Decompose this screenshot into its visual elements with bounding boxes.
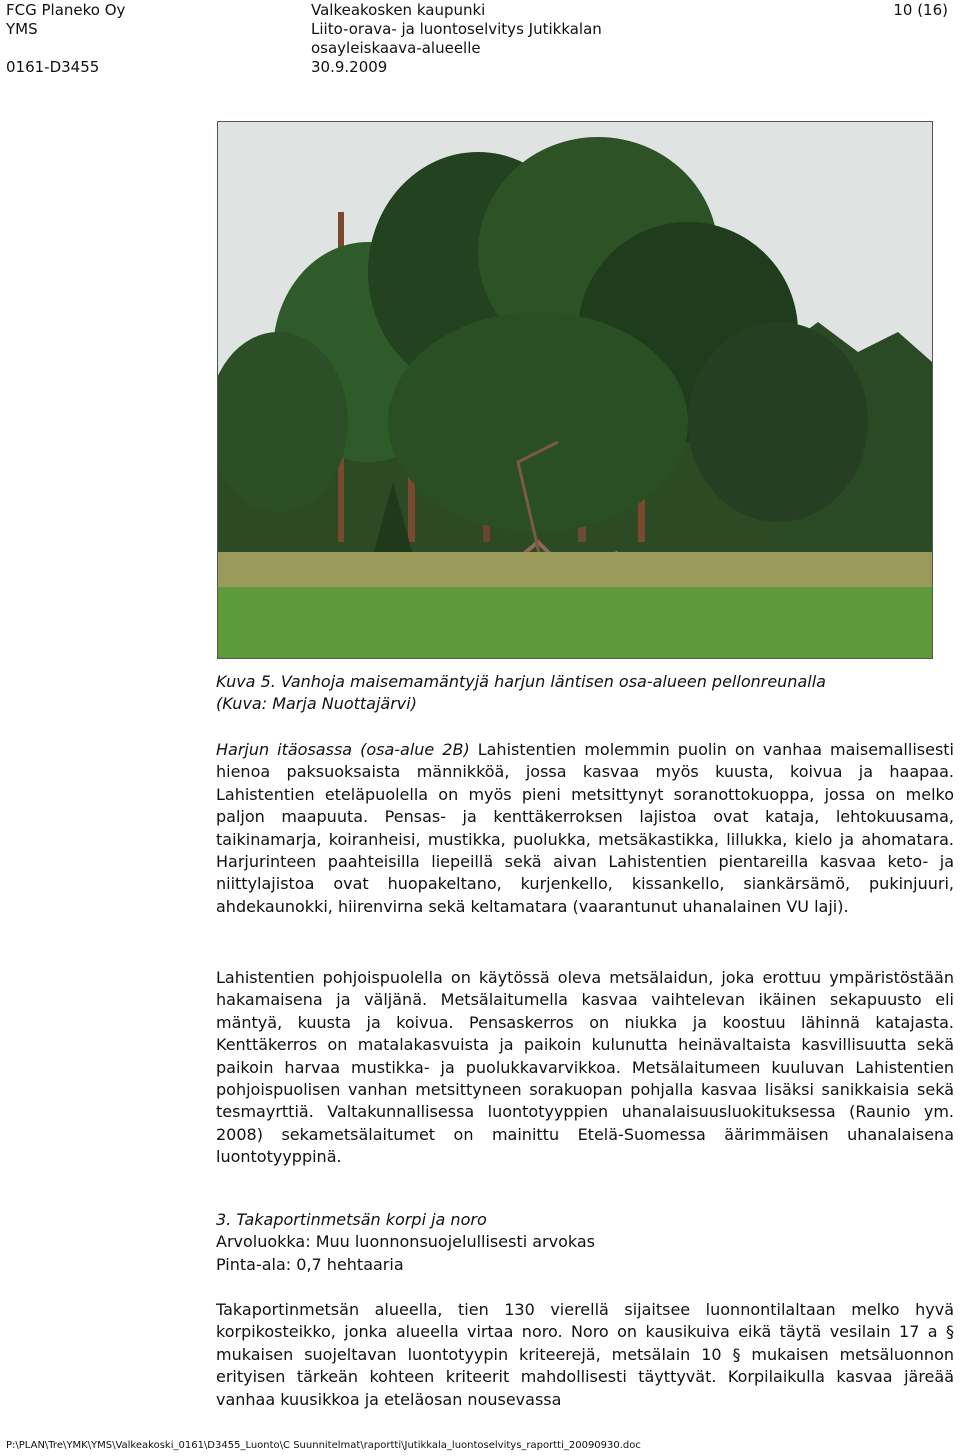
page-number: 10 (16) (893, 1, 948, 19)
page-header (0, 0, 960, 80)
paragraph-takaportinmetsa (216, 1299, 954, 1411)
caption-line1: Kuva 5. Vanhoja maisemamäntyjä harjun läntisen osa-alueen pellonreunalla (216, 672, 826, 691)
paragraph2-text: Lahistentien pohjoispuolella on käytössä oleva metsälaidun, joka erottuu ympäristöstään hakamaisena ja väljänä. Metsälaitumella kasvaa vaihtelevan ikäinen sekapuusto eli mäntyä, kuusta ja koivua. Pensaskerros on niukka ja koostuu lähinnä katajasta. Kenttäkerros on matalakasvuista ja paikoin kulunutta heinävaltaista kasvillisuutta sekä paikoin harvaa mustikka- ja puolukkavarvikkoa. Metsälaitumeen kuuluvan Lahistentien pohjoispuolisen vanhan metsittyneen sorakuopan pohjalla kasvaa lisäksi sanikkaisia sekä tesmayrttiä. Valtakunnallisessa luontotyyppien uhanalaisuusluokituksessa (Raunio ym. 2008) sekametsälaitumet on mainittu Etelä-Suomessa äärimmäisen uhanalaisena luontotyyppinä. (216, 968, 954, 1167)
company-unit: YMS (6, 20, 38, 38)
document-date: 30.9.2009 (311, 58, 388, 76)
forest-photo-illustration (218, 122, 932, 658)
header-center (311, 1, 602, 58)
paragraph-harju-east (216, 739, 954, 918)
report-title-line1: Liito-orava- ja luontoselvitys Jutikkalan (311, 20, 602, 38)
header-left (6, 1, 125, 39)
report-title-line2: osayleiskaava-alueelle (311, 39, 481, 57)
section-area: Pinta-ala: 0,7 hehtaaria (216, 1254, 404, 1274)
file-path-footer: P:\PLAN\Tre\YMK\YMS\Valkeakoski_0161\D3455_Luonto\C Suunnitelmat\raportti\Jutikkala_luontoselvitys_raportti_20090930.doc (6, 1440, 641, 1451)
section-heading: 3. Takaportinmetsän korpi ja noro (216, 1210, 487, 1229)
paragraph3-text: Takaportinmetsän alueella, tien 130 vierellä sijaitsee luonnontilaltaan melko hyvä korpikosteikko, jonka alueella virtaa noro. Noro on kausikuiva eikä täytä vesilain 17 a § mukaisen suojeltavan luontotyypin kriteerejä, metsälain 10 § mukaisen metsäluonnon erityisen tärkeän kohteen kriteerit mahdollisesti täyttyvät. Korpilaikulla kasvaa järeää vanhaa kuusikkoa ja eteläosan nousevassa (216, 1300, 954, 1409)
company-name: FCG Planeko Oy (6, 1, 126, 19)
paragraph1-lead: Harjun itäosassa (osa-alue 2B) (216, 740, 470, 759)
photo-caption (216, 671, 954, 716)
section-3 (216, 1209, 954, 1276)
document-code: 0161-D3455 (6, 58, 100, 76)
client-name: Valkeakosken kaupunki (311, 1, 486, 19)
paragraph1-text: Lahistentien molemmin puolin on vanhaa maisemallisesti hienoa paksuoksaista männikköä, jossa kasvaa myös kuusta, koivua ja haapaa. Lahistentien eteläpuolella on myös pieni metsittynyt soranottokuoppa, jossa on melko paljon maapuuta. Pensas- ja kenttäkerroksen lajistoa ovat kataja, lehtokuusama, taikinamarja, koiranheisi, mustikka, puolukka, metsäkastikka, lillukka, kielo ja ahomatara. Harjurinteen paahteisilla liepeillä sekä aivan Lahistentien pientareilla kasvaa keto- ja niittylajistoa ovat huopakeltano, kurjenkello, kissankello, siankärsämö, pukinjuuri, ahdekaunokki, hiirenvirna sekä keltamatara (vaarantunut uhanalainen VU laji). (216, 740, 955, 916)
section-value-class: Arvoluokka: Muu luonnonsuojelullisesti arvokas (216, 1232, 596, 1252)
caption-line2: (Kuva: Marja Nuottajärvi) (216, 694, 417, 714)
forest-photo (217, 121, 933, 659)
paragraph-lahistentie-north (216, 967, 954, 1169)
